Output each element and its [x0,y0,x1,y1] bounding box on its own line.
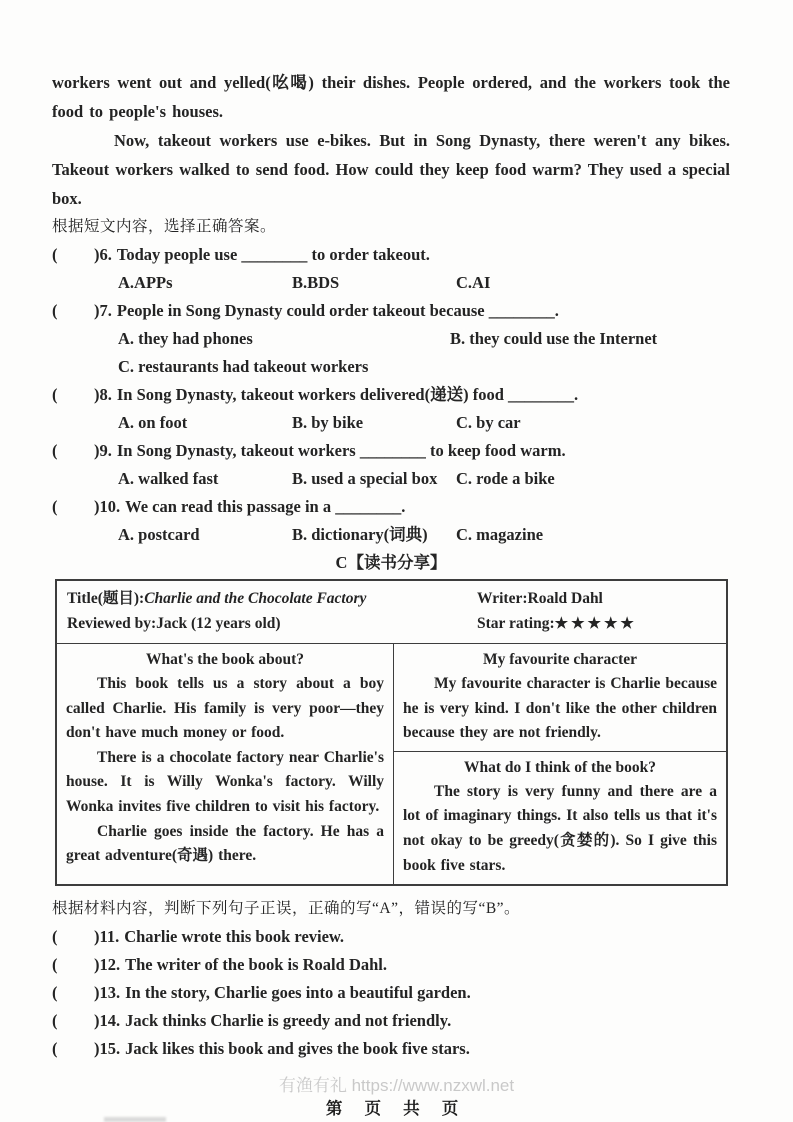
question-14-text: Jack thinks Charlie is greedy and not friendly. [125,1011,452,1031]
opinion-cell [394,752,726,884]
question-9-text: In Song Dynasty, takeout workers ________ to keep food warm. [116,441,566,460]
writer-name: Roald Dahl [527,590,603,607]
question-11-number: )11. [94,927,120,947]
question-9-number: )9. [94,441,112,460]
answer-bracket: ( [52,301,58,320]
book-title: Charlie and the Chocolate Factory [144,590,367,607]
answer-bracket: ( [52,441,58,460]
option-c: C. magazine [456,525,544,544]
scan-artifact [104,1117,166,1122]
question-9 [52,437,730,493]
favourite-character-paragraph: My favourite character is Charlie because he is very kind. I don't like the other children because they are not friendly. [403,675,717,742]
about-book-heading: What's the book about? [145,651,305,668]
question-7-text: People in Song Dynasty could order takeout because ________. [116,301,559,320]
option-a: A. walked fast [118,469,219,488]
answer-bracket: ( [52,927,58,947]
option-b: B. dictionary(词典) [292,525,428,544]
question-11-text: Charlie wrote this book review. [124,927,345,947]
star-rating-line [477,611,726,637]
book-title-line [67,586,477,611]
opinion-paragraph: The story is very funny and there are a lot of imaginary things. It also tells us that it's not okay to be greedy(贪婪的). So I give this book five stars. [403,782,717,874]
question-6-stem [52,241,730,269]
option-c: C. rode a bike [456,469,555,488]
question-13-text: In the story, Charlie goes into a beautiful garden. [125,983,471,1003]
question-9-stem [52,437,730,465]
reviewer-name: Jack (12 years old) [156,615,281,632]
question-8-text: In Song Dynasty, takeout workers delivered(递送) food ________. [116,385,579,404]
question-7 [52,297,730,381]
page-number-line: 第 页 共 页 [325,1099,468,1118]
star-rating-label: Star rating: [477,615,555,632]
question-10-stem [52,493,730,521]
question-11 [52,923,730,951]
table-header-right [477,586,726,637]
question-12-number: )12. [94,955,121,975]
favourite-character-cell [394,644,726,752]
question-10 [52,493,730,549]
writer-line [477,586,726,611]
about-book-paragraph-2: There is a chocolate factory near Charlie's house. It is Willy Wonka's factory. Willy Wonka invites five children to visit his factory. [66,748,384,815]
question-12 [52,951,730,979]
answer-bracket: ( [52,1039,58,1059]
option-c: C.AI [456,273,491,292]
question-10-options [52,521,730,549]
table-right-column [394,644,726,884]
question-13 [52,979,730,1007]
table-body [57,644,726,884]
option-b: B. by bike [292,413,364,432]
answer-bracket: ( [52,1011,58,1031]
about-book-paragraph-3: Charlie goes inside the factory. He has a great adventure(奇遇) there. [66,822,384,865]
question-7-number: )7. [94,301,112,320]
question-15-text: Jack likes this book and gives the book five stars. [125,1039,470,1059]
question-14 [52,1007,730,1035]
answer-bracket: ( [52,385,58,404]
table-header-row [57,581,726,644]
site-watermark: 有渔有礼 https://www.nzxwl.net [278,1076,515,1095]
question-7-options-row-1 [52,325,730,353]
option-c: C. restaurants had takeout workers [118,357,369,376]
question-6-number: )6. [94,245,112,264]
mc-instruction: 根据短文内容，选择正确答案。 [52,218,277,235]
option-a: A. they had phones [118,329,253,348]
option-b: B. they could use the Internet [450,329,658,348]
question-10-number: )10. [94,497,121,516]
question-7-options-row-2 [52,353,730,381]
reviewed-label: Reviewed by: [67,615,157,632]
option-a: A.APPs [118,273,173,292]
option-a: A. on foot [118,413,188,432]
title-label: Title(题目): [67,590,145,607]
option-b: B.BDS [292,273,340,292]
answer-bracket: ( [52,497,58,516]
answer-bracket: ( [52,955,58,975]
question-15 [52,1035,730,1063]
question-6 [52,241,730,297]
tf-instruction: 根据材料内容，判断下列句子正误，正确的写“A”，错误的写“B”。 [52,900,521,918]
question-12-text: The writer of the book is Roald Dahl. [125,955,387,975]
table-header-left [57,586,477,637]
answer-bracket: ( [52,983,58,1003]
question-10-text: We can read this passage in a ________. [125,497,406,516]
question-7-stem [52,297,730,325]
about-book-cell [57,644,394,884]
question-13-number: )13. [94,983,121,1003]
option-a: A. postcard [118,525,200,544]
question-8-number: )8. [94,385,112,404]
exam-page-content [52,0,730,1063]
question-8-stem [52,381,730,409]
true-false-section [52,895,730,1063]
question-15-number: )15. [94,1039,121,1059]
question-8 [52,381,730,437]
opinion-heading: What do I think of the book? [463,758,657,776]
favourite-character-heading: My favourite character [482,651,638,668]
option-b: B. used a special box [292,469,438,488]
answer-bracket: ( [52,245,58,264]
book-review-table [55,579,728,886]
option-c: C. by car [456,413,521,432]
passage-paragraph-1: workers went out and yelled(吆喝) their dishes. People ordered, and the workers took the food to people's houses. [52,73,730,121]
section-c-heading: C【读书分享】 [335,553,447,572]
question-9-options [52,465,730,493]
passage-paragraph-2: Now, takeout workers use e-bikes. But in Song Dynasty, there weren't any bikes. Takeout workers walked to send food. How could they keep food warm? They used a special box. [52,131,730,208]
writer-label: Writer: [477,590,528,607]
question-6-options [52,269,730,297]
about-book-paragraph-1: This book tells us a story about a boy called Charlie. His family is very poor—they don't have much money or food. [66,675,384,742]
reviewed-by-line [67,611,477,636]
question-8-options [52,409,730,437]
question-6-text: Today people use ________ to order takeout. [116,245,430,264]
question-14-number: )14. [94,1011,121,1031]
star-icons: ★★★★★ [554,616,637,632]
